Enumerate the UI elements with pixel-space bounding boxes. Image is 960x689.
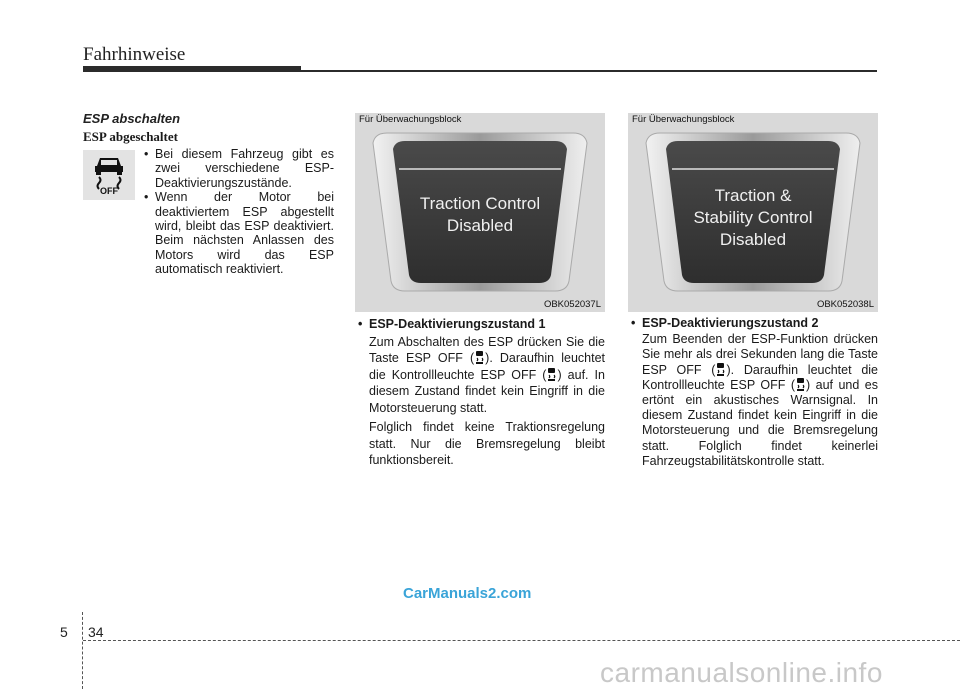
- figure-traction-control: [355, 113, 605, 312]
- watermark-text: carmanualsonline.info: [600, 657, 883, 688]
- state1-section: [355, 316, 605, 472]
- figure-code: OBK052038L: [816, 299, 874, 310]
- header-rule: [301, 70, 877, 72]
- esp-off-text: OFF: [100, 186, 118, 196]
- state2-title: • ESP-Deaktivierungszustand 2: [631, 316, 819, 330]
- section-title: ESP abschalten: [83, 111, 181, 126]
- esp-off-icon: [795, 378, 806, 391]
- figure-label: Für Überwachungsblock: [632, 114, 735, 125]
- display-line: Traction Control: [419, 194, 541, 213]
- footer-rule: [83, 640, 960, 641]
- page-number: 34: [88, 624, 104, 640]
- state1-paragraph: Folglich findet keine Traktionsregelung statt. Nur die Bremsregelung bleibt funktionsbereit.: [369, 420, 605, 467]
- esp-off-icon: [715, 363, 726, 376]
- chapter-number: 5: [60, 624, 68, 640]
- state2-paragraph: Zum Beenden der ESP-Funktion drücken Sie mehr als drei Sekunden lang die Taste ESP OFF ( ). Daraufhin leuchtet die Kontrollleuchte ESP OFF ( ) auf und es ertönt ein akustisches Warnsignal. In diesem Zustand findet kein Eingriff in die Motorsteuerung und die Bremsregelung statt. Folglich findet keinerlei Fahrzeugstabilitätskontrolle statt.: [642, 332, 879, 468]
- header-bar: [83, 66, 301, 72]
- esp-off-icon: [83, 150, 135, 200]
- list-item: • Wenn der Motor bei deaktiviertem ESP abgestellt wird, bleibt das ESP deaktiviert. Beim nächsten Anlassen des Motors wird das ESP automatisch reaktiviert.: [144, 190, 334, 277]
- esp-off-icon: [546, 368, 557, 381]
- state1-paragraph: Zum Abschalten des ESP drücken Sie die Taste ESP OFF ( ). Daraufhin leuchtet die Kontrollleuchte ESP OFF ( ) auf. In diesem Zustand findet kein Eingriff in die Motorsteuerung statt.: [369, 334, 605, 415]
- state2-section: [628, 316, 878, 472]
- figure-label: Für Überwachungsblock: [359, 114, 462, 125]
- display-line: Traction &: [714, 186, 792, 205]
- list-item: • Bei diesem Fahrzeug gibt es zwei verschiedene ESP-Deaktivierungszustände.: [144, 147, 334, 190]
- esp-off-icon: [474, 351, 485, 364]
- footer-divider: [82, 612, 83, 689]
- display-line: Disabled: [719, 230, 787, 249]
- state1-title: • ESP-Deaktivierungszustand 1: [358, 317, 546, 331]
- display-line: Disabled: [446, 216, 514, 235]
- watermark-link[interactable]: CarManuals2.com: [403, 585, 532, 602]
- figure-code: OBK052037L: [543, 299, 601, 310]
- intro-bullets: [143, 147, 334, 277]
- sub-title: ESP abgeschaltet: [83, 129, 178, 144]
- display-line: Stability Control: [693, 208, 813, 227]
- header-title: Fahrhinweise: [83, 44, 186, 65]
- figure-stability-control: [628, 113, 878, 312]
